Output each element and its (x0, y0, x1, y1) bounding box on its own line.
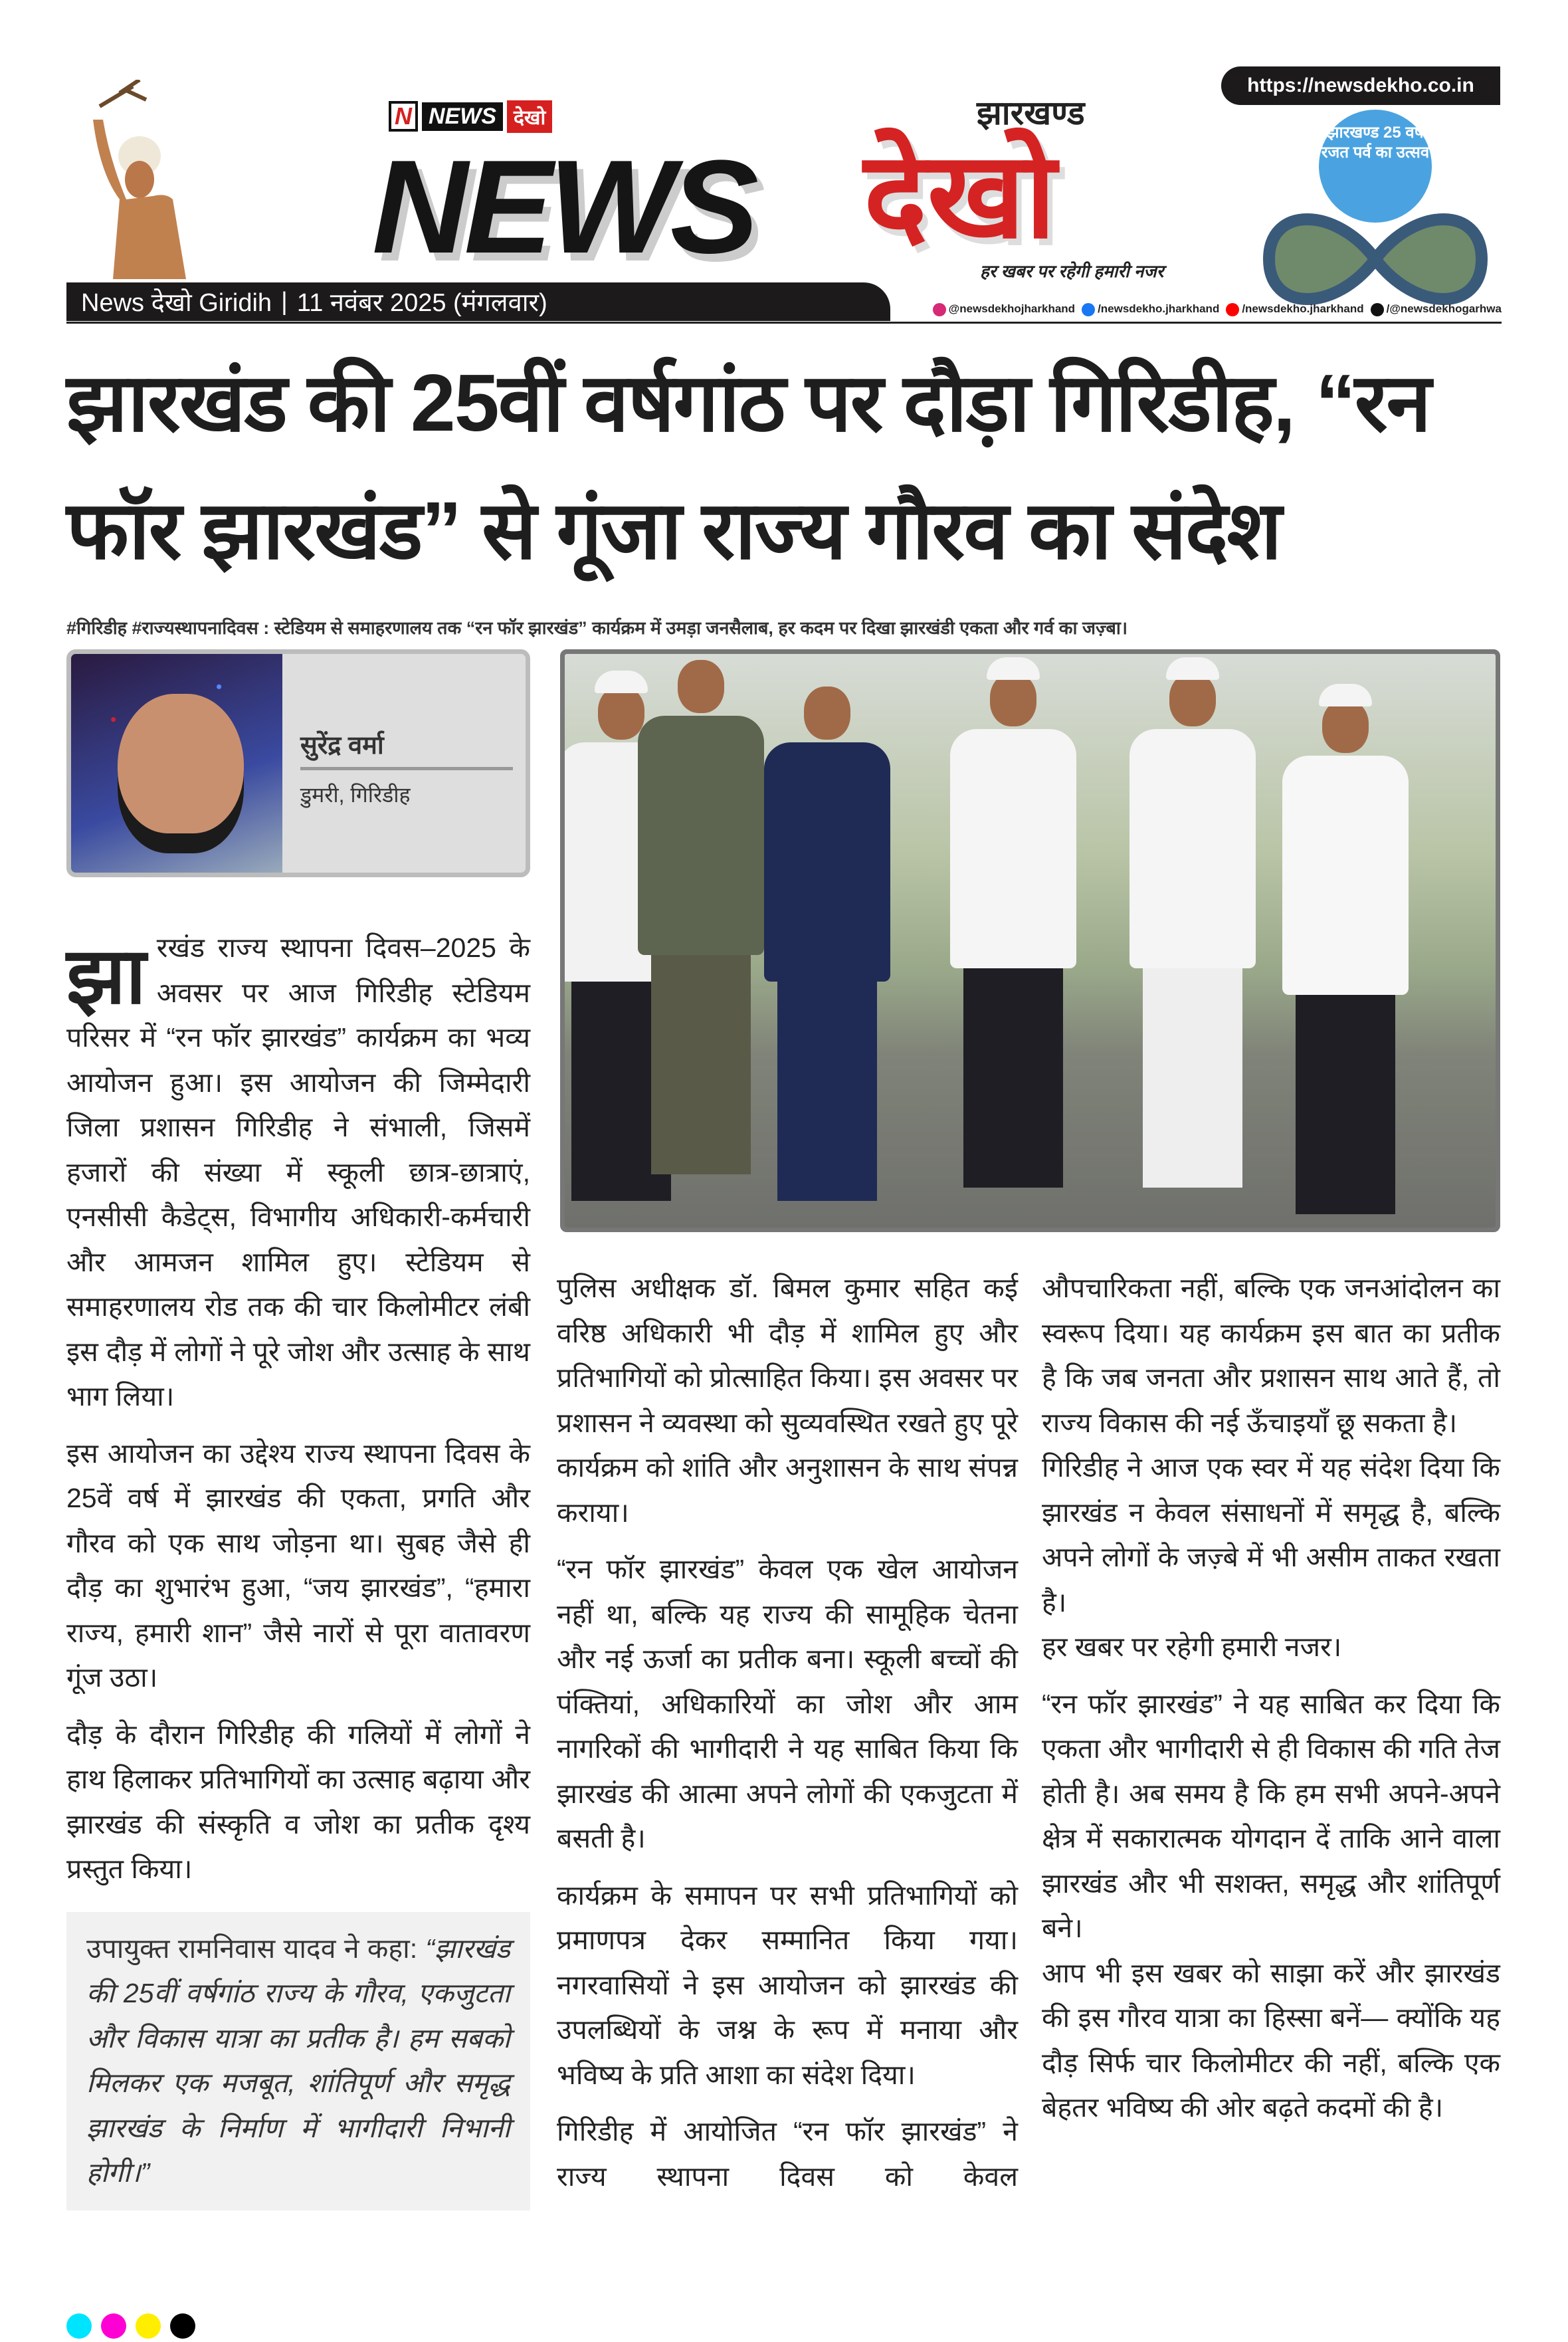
social-handle: /newsdekho.jharkhand (1242, 302, 1364, 315)
paragraph: गिरिडीह में आयोजित “रन फॉर झारखंड” ने राज्य स्थापना दिवस को केवल (557, 2116, 1018, 2192)
social-x[interactable] (1371, 302, 1502, 316)
paragraph-text: रखंड राज्य स्थापना दिवस–2025 के अवसर पर आज गिरिडीह स्टेडियम परिसर में “रन फॉर झारखंड” कार्यक्रम का भव्य आयोजन हुआ। इस आयोजन की जिम्मेदारी जिला प्रशासन गिरिडीह ने संभाली, जिसमें हजारों की संख्या में स्कूली छात्र-छात्राएं, एनसीसी कैडेट्स, विभागीय अधिकारी-कर्मचारी और आमजन शामिल हुए। स्टेडियम से समाहरणालय रोड तक की चार किलोमीटर लंबी इस दौड़ में लोगों ने पूरे जोश और उत्साह के साथ भाग लिया। (66, 932, 530, 1412)
mini-logo-n: N (389, 101, 418, 132)
photo-person (1129, 657, 1256, 1188)
social-links (904, 302, 1502, 316)
cmyk-dot-yellow (136, 2313, 161, 2339)
edition-date-bar (66, 282, 890, 321)
paragraph: कार्यक्रम के समापन पर सभी प्रतिभागियों को प्रमाणपत्र देकर सम्मानित किया गया। नगरवासियों ने इस आयोजन को झारखंड की उपलब्धियों के जश्न के रूप में मनाया और भविष्य के प्रति आशा का संदेश दिया। (557, 1879, 1018, 2090)
tribal-hero-illustration (73, 80, 206, 286)
subheadline: #गिरिडीह #राज्यस्थापनादिवस : स्टेडियम से समाहरणालय तक “रन फॉर झारखंड” कार्यक्रम में उमड़ा जनसैलाब, हर कदम पर दिखा झारखंडी एकता और गर्व का जज़्बा। (66, 618, 1128, 638)
youtube-icon (1226, 303, 1239, 316)
author-face (118, 694, 244, 853)
logo-dekho: देखो (864, 129, 1056, 263)
author-card (66, 649, 530, 877)
edition-name: News देखो Giridih (81, 289, 272, 317)
quote-text: “झारखंड की 25वीं वर्षगांठ राज्य के गौरव, एकजुटता और विकास यात्रा का प्रतीक है। हम सबको मिलकर एक मजबूत, शांतिपूर्ण और समृद्ध झारखंड के निर्माण में भागीदारी निभानी होगी।” (86, 1933, 510, 2188)
author-location: डुमरी, गिरिडीह (300, 783, 411, 807)
paragraph: इस आयोजन का उद्देश्य राज्य स्थापना दिवस के 25वें वर्ष में झारखंड की एकता, प्रगति और गौरव को एक साथ जोड़ना था। सुबह जैसे ही दौड़ का शुभारंभ हुआ, “जय झारखंड”, “हमारा राज्य, हमारी शान” जैसे नारों से पूरा वातावरण गूंज उठा। (66, 1437, 530, 1693)
logo-state: झारखण्ड (977, 94, 1085, 132)
issue-date: 11 नवंबर 2025 (मंगलवार) (296, 289, 547, 317)
mini-logo-news: NEWS (422, 102, 503, 131)
author-photo (71, 654, 282, 873)
social-youtube[interactable] (1226, 302, 1363, 316)
badge-text: झारखण्ड 25 वर्ष रजत पर्व का उत्सव (1321, 124, 1430, 161)
paragraph: आप भी इस खबर को साझा करें और झारखंड की इस गौरव यात्रा का हिस्सा बनें— क्योंकि यह दौड़ सिर्फ चार किलोमीटर की नहीं, बल्कि एक बेहतर भविष्य की ओर बढ़ते कदमों की है। (1042, 1957, 1500, 2123)
separator: | (281, 287, 288, 316)
social-facebook[interactable] (1082, 302, 1219, 316)
event-photo (560, 649, 1500, 1232)
website-url[interactable]: https://newsdekho.co.in (1221, 66, 1500, 105)
paragraph (66, 926, 530, 1420)
cmyk-dot-black (170, 2313, 195, 2339)
cmyk-dot-cyan (66, 2313, 92, 2339)
photo-person (764, 687, 890, 1201)
photo-person (638, 660, 764, 1174)
paragraph: गिरिडीह ने आज एक स्वर में यह संदेश दिया कि झारखंड न केवल संसाधनों में समृद्ध है, बल्कि अपने लोगों के जज़्बे में भी असीम ताकत रखता है। (1042, 1452, 1500, 1618)
facebook-icon (1082, 303, 1095, 316)
paragraph: “रन फॉर झारखंड” केवल एक खेल आयोजन नहीं था, बल्कि यह राज्य की सामूहिक चेतना और नई ऊर्जा का प्रतीक बना। स्कूली बच्चों की पंक्तियां, अधिकारियों का जोश और आम नागरिकों की भागीदारी ने यह साबित किया कि झारखंड की आत्मा अपने लोगों की एकजुटता में बसती है। (557, 1554, 1018, 1854)
author-divider (300, 767, 513, 770)
pull-quote (66, 1912, 530, 2210)
photo-person (1282, 684, 1409, 1214)
tagline: हर खबर पर रहेगी हमारी नजर (980, 261, 1164, 281)
paragraph: हर खबर पर रहेगी हमारी नजर। (1042, 1632, 1342, 1662)
instagram-icon (933, 303, 946, 316)
social-handle: /newsdekho.jharkhand (1098, 302, 1220, 315)
x-icon (1371, 303, 1384, 316)
logo-news: NEWS (372, 133, 755, 281)
headline: झारखंड की 25वीं वर्षगांठ पर दौड़ा गिरिडीह, “रन फॉर झारखंड” से गूंजा राज्य गौरव का संदेश (66, 358, 1430, 576)
article-column-left (66, 926, 530, 2210)
paragraph: पुलिस अधीक्षक डॉ. बिमल कुमार सहित कई वरिष्ठ अधिकारी भी दौड़ में शामिल हुए और प्रतिभागियों को प्रोत्साहित किया। इस अवसर पर प्रशासन ने व्यवस्था को सुव्यवस्थित रखते हुए पूरे कार्यक्रम को शांति और अनुशासन के साथ संपन्न कराया। (557, 1273, 1018, 1528)
photo-person (950, 657, 1076, 1188)
article-column-right (1042, 1266, 1500, 2143)
mini-logo-dekho: देखो (507, 100, 552, 133)
social-instagram[interactable] (933, 302, 1075, 316)
paragraph: “रन फॉर झारखंड” ने यह साबित कर दिया कि एकता और भागीदारी से ही विकास की गति तेज होती है। अब समय है कि हम सभी अपने-अपने क्षेत्र में सकारात्मक योगदान दें ताकि आने वाला झारखंड और भी सशक्त, समृद्ध और शांतिपूर्ण बने। (1042, 1688, 1500, 1943)
social-handle: /@newsdekhogarhwa (1386, 302, 1502, 315)
drop-cap: झा (66, 932, 146, 1020)
paragraph: दौड़ के दौरान गिरिडीह की गलियों में लोगों ने हाथ हिलाकर प्रतिभागियों का उत्साह बढ़ाया और झारखंड की संस्कृति व जोश का प्रतीक दृश्य प्रस्तुत किया। (66, 1719, 530, 1884)
mini-logo (389, 100, 552, 133)
paragraph: औपचारिकता नहीं, बल्कि एक जनआंदोलन का स्वरूप दिया। यह कार्यक्रम इस बात का प्रतीक है कि जब जनता और प्रशासन साथ आते हैं, तो राज्य विकास की नई ऊँचाइयाँ छू सकता है। (1042, 1273, 1500, 1438)
article-column-middle (557, 1266, 1018, 2211)
social-handle: @newsdekhojharkhand (948, 302, 1076, 315)
author-name: सुरेंद्र वर्मा (300, 732, 384, 760)
cmyk-dot-magenta (101, 2313, 126, 2339)
quote-attribution: उपायुक्त रामनिवास यादव ने कहा: (86, 1933, 418, 1964)
masthead-divider (66, 322, 1502, 324)
